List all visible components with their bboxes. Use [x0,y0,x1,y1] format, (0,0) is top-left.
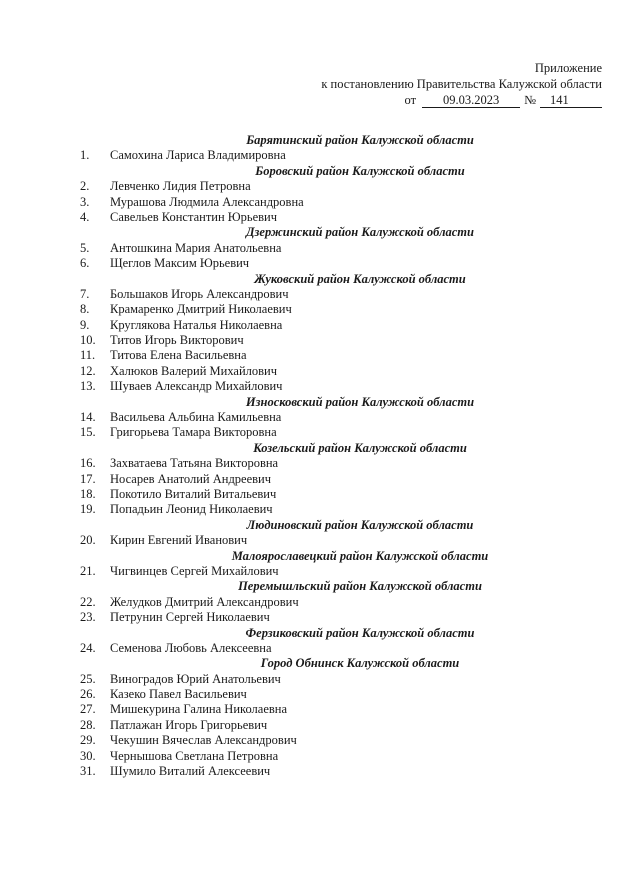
person-name: Мурашова Людмила Александровна [110,194,304,209]
list-item [80,533,560,548]
number-label: № [524,93,536,107]
person-name: Покотило Виталий Витальевич [110,486,277,501]
item-number: 10. [80,333,96,348]
list-item [80,256,560,271]
person-name: Патлажан Игорь Григорьевич [110,717,268,732]
list-item [80,749,560,764]
list-item [80,672,560,687]
item-number: 19. [80,502,96,517]
list-item [80,764,560,779]
list-item [80,502,560,517]
list-item [80,610,560,625]
district-heading: Дзержинский район Калужской области [246,225,474,240]
person-name: Левченко Лидия Петровна [110,179,251,194]
district-heading: Город Обнинск Калужской области [260,656,460,671]
item-number: 30. [80,748,96,763]
person-name: Самохина Лариса Владимировна [110,148,286,163]
list-item [80,564,560,579]
item-number: 11. [80,348,96,363]
person-name: Круглякова Наталья Николаевна [110,317,283,332]
list-item [80,348,560,363]
person-name: Виноградов Юрий Анатольевич [110,671,281,686]
list-item [80,148,560,163]
person-name: Антошкина Мария Анатольевна [110,240,282,255]
person-name: Захватаева Татьяна Викторовна [110,456,279,471]
district-heading: Козельский район Калужской области [253,440,467,455]
appendix-subtitle: к постановлению Правительства Калужской области [321,77,602,91]
item-number: 27. [80,702,96,717]
item-number: 24. [80,640,96,655]
item-number: 7. [80,286,90,301]
item-number: 16. [80,456,96,471]
list-item [80,410,560,425]
item-number: 23. [80,610,96,625]
person-name: Чекушин Вячеслав Александрович [110,733,297,748]
people-list [80,133,560,779]
person-name: Желудков Дмитрий Александрович [110,594,299,609]
item-number: 18. [80,486,96,501]
decree-reference [321,92,602,108]
list-item [80,733,560,748]
item-number: 5. [80,240,90,255]
item-number: 14. [80,410,96,425]
item-number: 13. [80,379,96,394]
person-name: Григорьева Тамара Викторовна [110,425,277,440]
item-number: 17. [80,471,96,486]
person-name: Васильева Альбина Камильевна [110,410,282,425]
list-item [80,595,560,610]
list-item [80,641,560,656]
person-name: Крамаренко Дмитрий Николаевич [110,302,292,317]
district-heading: Ферзиковский район Калужской области [245,625,475,640]
list-item [80,487,560,502]
item-number: 9. [80,317,90,332]
person-name: Петрунин Сергей Николаевич [110,610,270,625]
item-number: 25. [80,671,96,686]
person-name: Халюков Валерий Михайлович [110,363,278,378]
item-number: 15. [80,425,96,440]
person-name: Шуваев Александр Михайлович [110,379,283,394]
person-name: Кирин Евгений Иванович [110,533,248,548]
district-heading: Перемышльский район Калужской области [238,579,482,594]
list-item [80,687,560,702]
person-name: Титов Игорь Викторович [110,333,244,348]
district-heading: Людиновский район Калужской области [246,517,474,532]
list-item [80,718,560,733]
list-item [80,702,560,717]
item-number: 3. [80,194,90,209]
document-header [321,60,602,108]
list-item [80,472,560,487]
district-heading: Боровский район Калужской области [255,163,465,178]
list-item [80,379,560,394]
person-name: Чигвинцев Сергей Михайлович [110,563,279,578]
person-name: Титова Елена Васильевна [110,348,247,363]
person-name: Шумило Виталий Алексеевич [110,764,271,779]
item-number: 1. [80,148,90,163]
person-name: Чернышова Светлана Петровна [110,748,279,763]
item-number: 31. [80,764,96,779]
district-heading: Износковский район Калужской области [245,394,475,409]
list-item [80,456,560,471]
item-number: 21. [80,563,96,578]
person-name: Попадьин Леонид Николаевич [110,502,273,517]
from-label: от [404,93,417,107]
list-item [80,364,560,379]
list-item [80,241,560,256]
person-name: Мишекурина Галина Николаевна [110,702,288,717]
item-number: 4. [80,209,90,224]
district-heading: Малоярославецкий район Калужской области [231,548,489,563]
decree-date: 09.03.2023 [422,93,520,108]
appendix-title: Приложение [534,61,602,75]
list-item [80,425,560,440]
list-item [80,333,560,348]
item-number: 20. [80,533,96,548]
list-item [80,195,560,210]
item-number: 26. [80,687,96,702]
person-name: Казеко Павел Васильевич [110,687,247,702]
list-item [80,210,560,225]
item-number: 8. [80,302,90,317]
district-heading: Жуковский район Калужской области [254,271,466,286]
person-name: Савельев Константин Юрьевич [110,209,278,224]
person-name: Щеглов Максим Юрьевич [110,256,250,271]
item-number: 12. [80,363,96,378]
district-heading: Барятинский район Калужской области [246,133,474,147]
item-number: 28. [80,717,96,732]
decree-number: 141 [540,93,602,108]
list-item [80,179,560,194]
list-item [80,287,560,302]
person-name: Большаков Игорь Александрович [110,286,289,301]
item-number: 2. [80,179,90,194]
person-name: Семенова Любовь Алексеевна [110,640,272,655]
list-item [80,318,560,333]
item-number: 22. [80,594,96,609]
person-name: Носарев Анатолий Андреевич [110,471,272,486]
list-item [80,302,560,317]
item-number: 29. [80,733,96,748]
item-number: 6. [80,256,90,271]
